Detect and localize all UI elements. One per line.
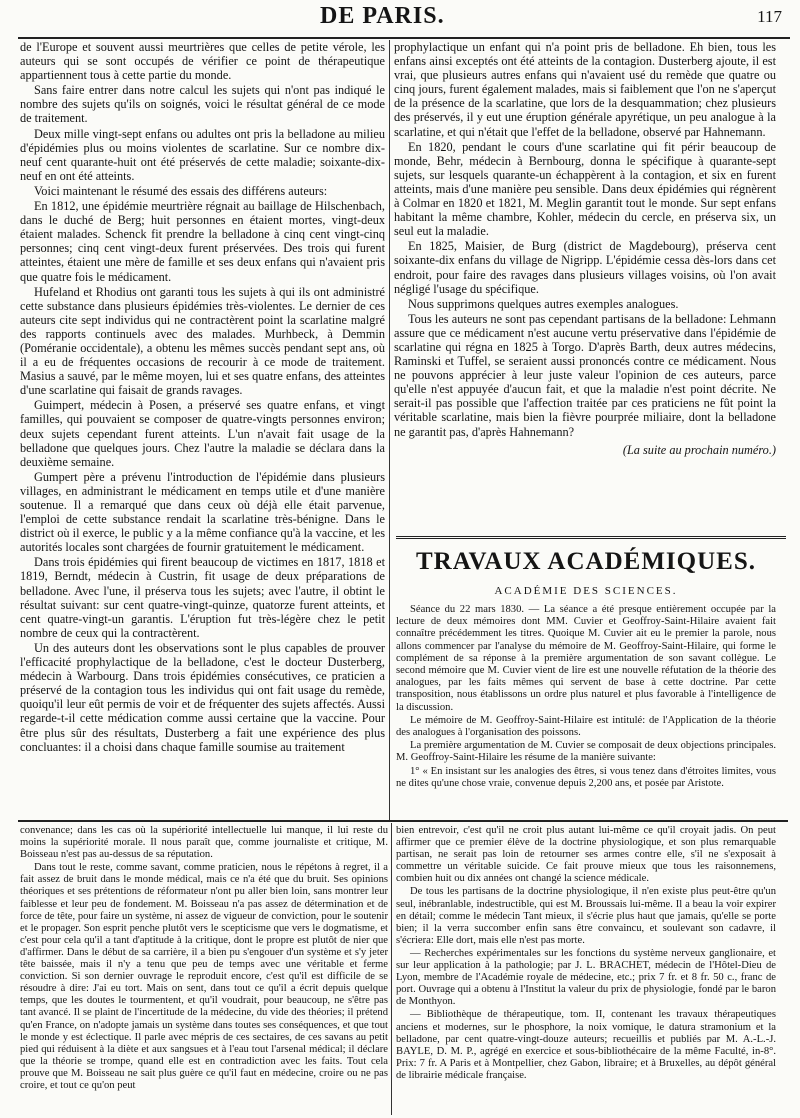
paragraph: La première argumentation de M. Cuvier se composait de deux objections principales. M. Geoffroy-Saint-Hilaire les résume de la manière suivante: xyxy=(396,740,776,764)
section-title: TRAVAUX ACADÉMIQUES. xyxy=(416,548,756,575)
paragraph: de l'Europe et souvent aussi meurtrières que celles de petite vérole, les auteurs qui se sont occupés de vérifier ce point de thérapeutique appartiennent tous à cette partie du monde. xyxy=(20,40,385,83)
paragraph: Sans faire entrer dans notre calcul les sujets qui n'ont pas indiqué le nombre des sujets qu'ils on soignés, voici le résultat général de ce mode de traitement. xyxy=(20,83,385,126)
paragraph: bien entrevoir, c'est qu'il ne croit plus autant lui-même ce qu'il croyait jadis. On peut affirmer que ce premier élève de la doctrine physiologique, et son plus remarquable partisan, ne serait pas loin de retourner ses armes contre elle, s'il ne s'exposait à commettre un véritable suicide. Ce fait prouve mieux que tous les raisonnemens, combien huit ou dix années ont changé la science médicale. xyxy=(396,825,776,885)
page-header xyxy=(20,3,790,33)
paragraph: Dans tout le reste, comme savant, comme praticien, nous le répétons à regret, il a fait assez de bruit dans le monde médical, mais ce n'a été que du bruit. Ses opinions théoriques et ses prétentions de réformateur n'ont pu aller bien loin, sans montrer leur faiblesse et leur peu de fondement. M. Boisseau n'a pas assez de détermination et de force de tête, pour faire un système, ni assez de vigueur de conviction, pour le soutenir et le propager. Son esprit penche plutôt vers le scepticisme que vers le dogmatisme, et c'est pour cela qu'il a tant d'aptitude à la critique, dont le propre est plutôt de nier que d'affirmer. Dans le début de sa carrière, il a bien pu s'engouer d'un système et s'y jeter tête baissée, mais il n'y a tenu que peu de temps avec une véritable et ferme conviction. Si son dernier ouvrage le reproduit encore, c'est qu'il est difficile de se résoudre à dire: J'ai eu tort. Mais on sent, dans tout ce qu'il a écrit depuis quelque temps, que les doutes le tourmentent, et qu'il voudrait, pour beaucoup, ne s'être pas tant avancé. Il se plaint de l'incertitude de la médecine, du vide des théories; il prétend qu'en France, on n'adopte jamais un système dans toutes ses conséquences, et que tout le monde y est éclectique. Il parle avec mépris de ces sectaires, de ces savans au petit pied qui réduisent à la diète et aux sangsues et à l'eau tout l'arsenal médical; il déclare que la théorie se trompe, quand elle est en contradiction avec les faits. Tout cela prouve que M. Boisseau ne sait plus guère ce qu'il faut en médecine, croire ou ne pas croire, et tout ce qu'on peut xyxy=(20,862,388,1091)
paragraph: convenance; dans les cas où la supériorité intellectuelle lui manque, il lui reste du moins la supériorité morale. Il nous paraît que, comme journaliste et critique, M. Boisseau n'est pas au-dessus de sa réputation. xyxy=(20,825,388,861)
paragraph: Séance du 22 mars 1830. — La séance a été presque entièrement occupée par la lecture de deux mémoires dont MM. Cuvier et Geoffroy-Saint-Hilaire avaient fait connaître précédemment les titres. Quoique M. Cuvier ait eu le premier la parole, nous allons commencer par l'analyse du mémoire de M. Geoffroy-Saint-Hilaire, qui forme le complément de sa réponse à la première argumentation de son savant collègue. Le second mémoire que M. Cuvier vient de lire est une nouvelle réfutation de la théorie des analogues, par les faits mêmes qui servent de base à cette doctrine. Par cette transposition, nous établissons un ordre plus naturel et plus favorable à l'intelligence de la discussion. xyxy=(396,604,776,713)
paragraph: 1° « En insistant sur les analogies des êtres, si vous tenez dans d'étroites limites, vous ne dites qu'une chose vraie, convenue depuis 2,200 ans, et posée par Aristote. xyxy=(396,765,776,789)
paragraph: Deux mille vingt-sept enfans ou adultes ont pris la belladone au milieu d'épidémies plus ou moins violentes de scarlatine. Sur ce nombre dix-neuf cent quarante-huit ont été préservés de cette maladie; soixante-dix-neuf en ont été atteints. xyxy=(20,126,385,183)
paragraph: Hufeland et Rhodius ont garanti tous les sujets à qui ils ont administré cette substance dans plusieurs épidémies très-violentes. Le dernier de ces auteurs cite sept individus qui ne contractèrent point la scarlatine malgré des rapports continuels avec des malades. Murhbeck, à Demmin (Poméranie occidentale), a obtenu les mêmes succès pendant sept ans, où il a eu de fréquentes occasions de recourir à ce mode de traitement. Masius a sauvé, par le même moyen, lui et ses quatre enfans, des atteintes d'une scarlatine qui faisait de grands ravages. xyxy=(20,284,385,398)
continuation-note: (La suite au prochain numéro.) xyxy=(622,442,776,457)
academie-body xyxy=(396,604,776,816)
paragraph: — Bibliothèque de thérapeutique, tom. II, contenant les travaux thérapeutiques anciens et modernes, sur le phosphore, la noix vomique, le datura stramonium et la belladone, par cent quatre-vingt-douze auteurs; recueillis et publiés par M. A.-L.-J. BAYLE, D. M. P., agrégé en exercice et sous-bibliothécaire de la même Faculté, in-8°. Prix: 7 fr. A Paris et à Montpellier, chez Gabon, libraire; et à Bruxelles, au dépôt général de librairie médicale française. xyxy=(396,1009,776,1081)
paragraph: En 1820, pendant le cours d'une scarlatine qui fit périr beaucoup de monde, Behr, médecin à Bernbourg, donna le spécifique à quarante-sept sujets, sur lesquels quarante-un échappèrent à la contagion, et six en furent atteints, mais d'une manière peu sensible. Dans deux épidémies qui régnèrent à Colmar en 1820 et 1821, M. Meglin garantit tout le monde. Sur sept enfans habitant la même chambre, Kohler, médecin du cercle, en préserva six, un seul eut la maladie. xyxy=(394,139,776,239)
paragraph: En 1825, Maisier, de Burg (district de Magdebourg), préserva cent soixante-dix enfans du village de Nigripp. L'épidémie cessa dès-lors dans cet endroit, pour faire des ravages dans plusieurs villages voisins, où l'on avait négligé l'usage du spécifique. xyxy=(394,239,776,296)
page-number: 117 xyxy=(757,7,782,26)
column-divider xyxy=(389,40,390,820)
paragraph: Voici maintenant le résumé des essais des différens auteurs: xyxy=(34,183,328,198)
paragraph: Le mémoire de M. Geoffroy-Saint-Hilaire est intitulé: de l'Application de la théorie des analogues à l'organisation des poissons. xyxy=(396,714,776,739)
section-rule xyxy=(396,536,786,539)
section-subtitle: ACADÉMIE DES SCIENCES. xyxy=(494,585,678,597)
lower-section-rule xyxy=(18,820,788,822)
bottom-right-column xyxy=(396,825,776,1115)
paragraph: Gumpert père a prévenu l'introduction de l'épidémie dans plusieurs villages, en administrant le médicament en temps utile et d'une manière soutenue. Il a remarqué que dans ceux où déjà elle était parvenue, l'emploi de cette substance rendait la scarlatine très-bénigne. Dans le district où il exerce, le public y a la même confiance qu'à la vaccine, et les autorités locales sont chargées de fournir gratuitement le médicament. xyxy=(20,469,385,555)
paragraph: Nous supprimons quelques autres exemples analogues. xyxy=(408,296,679,311)
masthead: DE PARIS. xyxy=(320,3,445,29)
left-column xyxy=(20,40,385,815)
paragraph: Tous les auteurs ne sont pas cependant partisans de la belladone: Lehmann assure que ce médicament n'est aucune vertu préservative dans l'épidémie de scarlatine qui régna en 1825 à Torgo. D'après Barth, deux autres médecins, Raminski et Tuffel, se seraient aussi prononcés contre ce médicament. Nous ne pouvons apprécier à leur juste valeur l'opinion de ces auteurs, parce qu'elle n'est appuyée d'aucun fait, et que la maladie n'est point décrite. Ne serait-il pas possible que l'affection traitée par ces praticiens ne fût point la véritable scarlatine, mais bien la fièvre pourprée miliaire, dont la belladone ne garantit pas, d'après Hahnemann? xyxy=(394,311,776,439)
paragraph: — Recherches expérimentales sur les fonctions du système nerveux ganglionaire, et sur leur application à la pathologie; par J. L. BRACHET, médecin de l'Hôtel-Dieu de Lyon, membre de l'Académie royale de médecine, etc.; prix 7 fr. et 8 fr. 50 c., franc de port. Ouvrage qui a obtenu à l'Institut la valeur du prix de physiologie, fondé par le baron de Monthyon. xyxy=(396,947,776,1008)
right-column xyxy=(394,40,776,528)
paragraph: Guimpert, médecin à Posen, a préservé ses quatre enfans, et vingt familles, qui pouvaient se composer de quatre-vingts personnes environ; deux sujets cependant furent atteints. L'un n'avait fait usage de la belladone que quelques jours. Chez l'autre la maladie se déclara dans la deuxième semaine. xyxy=(20,398,385,469)
paragraph: prophylactique un enfant qui n'a point pris de belladone. Eh bien, tous les enfans ainsi exceptés ont été atteints de la contagion. Dusterberg ajoute, il est vrai, que plusieurs autres enfans qui n'avaient usé du remède que quatre ou cinq jours, furent également malades, mais si faiblement que l'on ne s'aperçut de la présence de la scarlatine, que lors de la desquammation; chez plusieurs des préservés, il y eut une éruption générale apyrétique, un peu analogue à la scarlatine, et qui n'était que l'effet de la belladone, observé par Hahnemann. xyxy=(394,40,776,139)
paragraph: Un des auteurs dont les observations sont le plus capables de prouver l'efficacité prophylactique de la belladone, c'est le docteur Dusterberg, médecin à Warbourg. Dans trois épidémies consécutives, ce praticien a préservé de la contagion tous les individus qui ont fait usage du remède, quoiqu'il leur eût permis de voir et de fréquenter des sujets affectés. Aussi regarde-t-il cette médication comme aussi certaine que la vaccine. Pour être plus sûr des résultats, Dusterberg a fait une expérience des plus concluantes: il a choisi dans chaque famille soumise au traitement xyxy=(20,640,385,754)
paragraph: Dans trois épidémies qui firent beaucoup de victimes en 1817, 1818 et 1819, Berndt, médecin à Custrin, fit usage de deux préparations de belladone. Avec l'une, il préserva tous les sujets; avec l'autre, il obtint le résultat suivant: sur cent quatre-vingt-quinze, quatorze furent atteints, et cent quatre-vingt-un garantis. L'éruption fut très-légère chez le petit nombre de ceux qui la contractèrent. xyxy=(20,555,385,640)
header-rule xyxy=(18,37,790,39)
paragraph: De tous les partisans de la doctrine physiologique, il n'en existe plus peut-être qu'un seul, inébranlable, indestructible, qui est M. Broussais lui-même. Il a beau la voir expirer en détail; comme le médecin Tant mieux, il s'écrie plus haut que jamais, qu'elle se porte bien; il la verra succomber enfin sans être convaincu, et soulevant son cadavre, il s'écriera: Elle dort, mais elle n'est pas morte. xyxy=(396,886,776,946)
paragraph: En 1812, une épidémie meurtrière régnait au baillage de Hilschenbach, dans le duché de Berg; huit personnes en étaient mortes, vingt-deux étaient malades. Schenck fit prendre la belladone à cinq cent vingt-cinq personnes; cinq cent vingt-deux furent préservées. Des trois qui furent atteintes, étaient une mère de famille et ses deux enfans qui n'avaient pris que quatre fois le médicament. xyxy=(20,199,385,284)
bottom-left-column xyxy=(20,825,388,1115)
lower-column-divider xyxy=(391,823,392,1115)
